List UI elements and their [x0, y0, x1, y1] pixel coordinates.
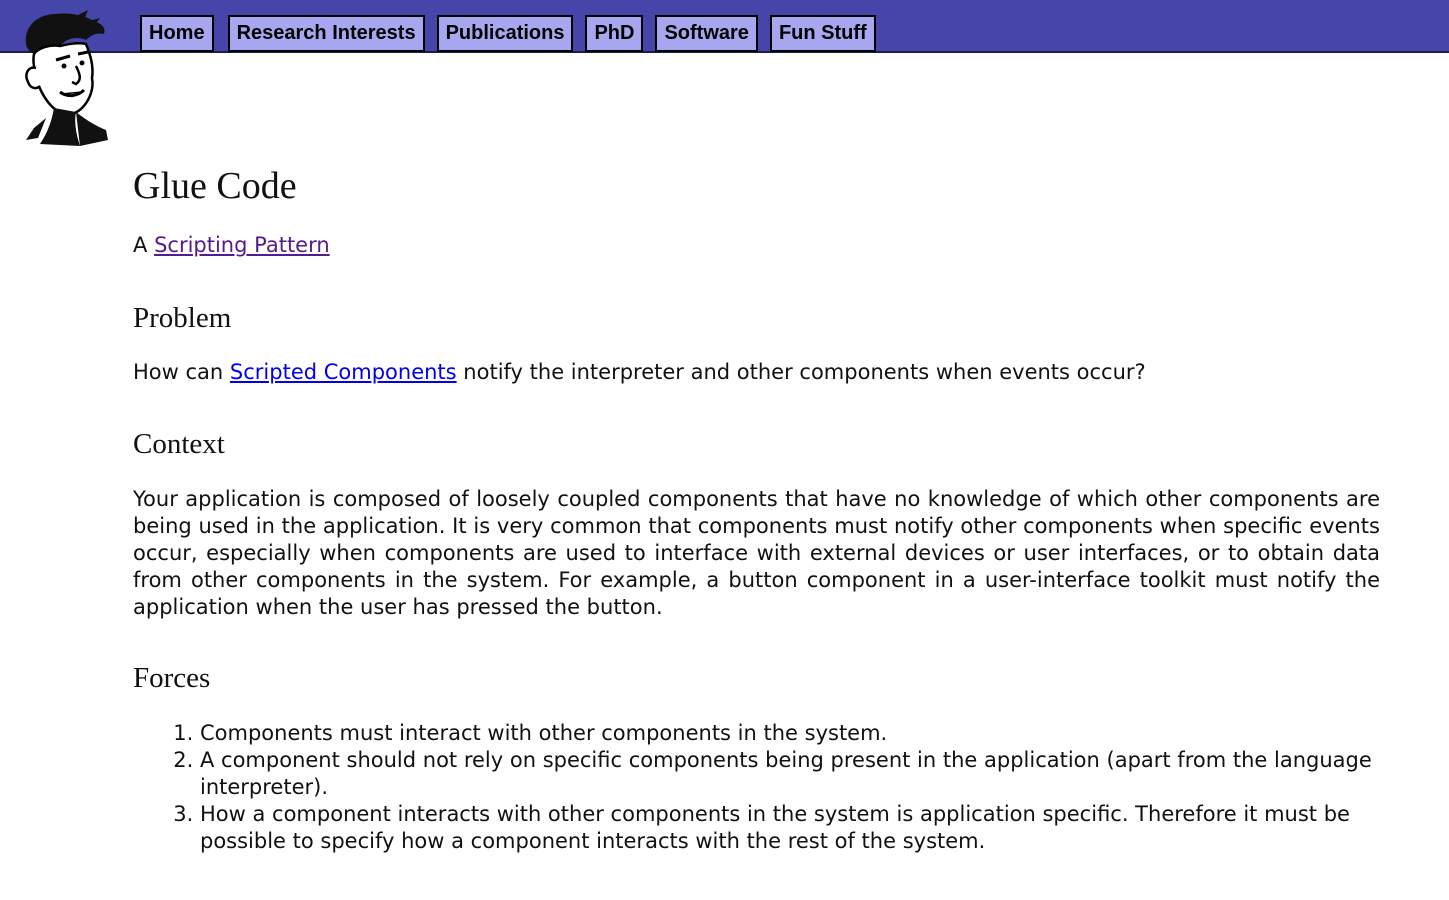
- list-item: 3. How a component interacts with other components in the system is application specific. Therefore it must be possible to specify how a component interacts with the rest of the system.: [200, 801, 1380, 855]
- main-nav: [140, 15, 876, 52]
- context-text: Your application is composed of loosely coupled components that have no knowledge of which other components are being used in the application. It is very common that components must notify other components when specific events occur, especially when components are used to interface with external devices or user interfaces, or to obtain data from other components in the system. For example, a button component in a user-interface toolkit must notify the application when the user has pressed the button.: [133, 487, 1380, 619]
- list-item: 1. Components must interact with other components in the system.: [200, 720, 1380, 747]
- page-title: Glue Code: [133, 165, 297, 207]
- nav-phd-button[interactable]: PhD: [585, 15, 643, 52]
- subtitle-prefix: A: [133, 233, 148, 257]
- problem-text: [133, 359, 1146, 386]
- nav-home-button[interactable]: Home: [140, 15, 214, 52]
- scripting-pattern-link[interactable]: Scripting Pattern: [154, 233, 330, 257]
- scripted-components-link[interactable]: Scripted Components: [229, 360, 457, 384]
- nav-fun-stuff-button[interactable]: Fun Stuff: [770, 15, 876, 52]
- forces-heading: Forces: [133, 662, 211, 694]
- problem-text-after: notify the interpreter and other components when events occur?: [463, 360, 1146, 384]
- nav-software-button[interactable]: Software: [655, 15, 757, 52]
- top-navigation-bar: [0, 0, 1449, 53]
- problem-text-before: How can: [133, 360, 224, 384]
- context-heading: Context: [133, 428, 225, 460]
- forces-list: [133, 720, 1380, 855]
- nav-research-interests-button[interactable]: Research Interests: [228, 15, 425, 52]
- list-item: 2. A component should not rely on specific components being present in the application (apart from the language interpreter).: [200, 747, 1380, 801]
- problem-heading: Problem: [133, 302, 232, 334]
- page-subtitle: [133, 233, 330, 257]
- caricature-logo-icon[interactable]: [16, 8, 112, 148]
- nav-publications-button[interactable]: Publications: [437, 15, 574, 52]
